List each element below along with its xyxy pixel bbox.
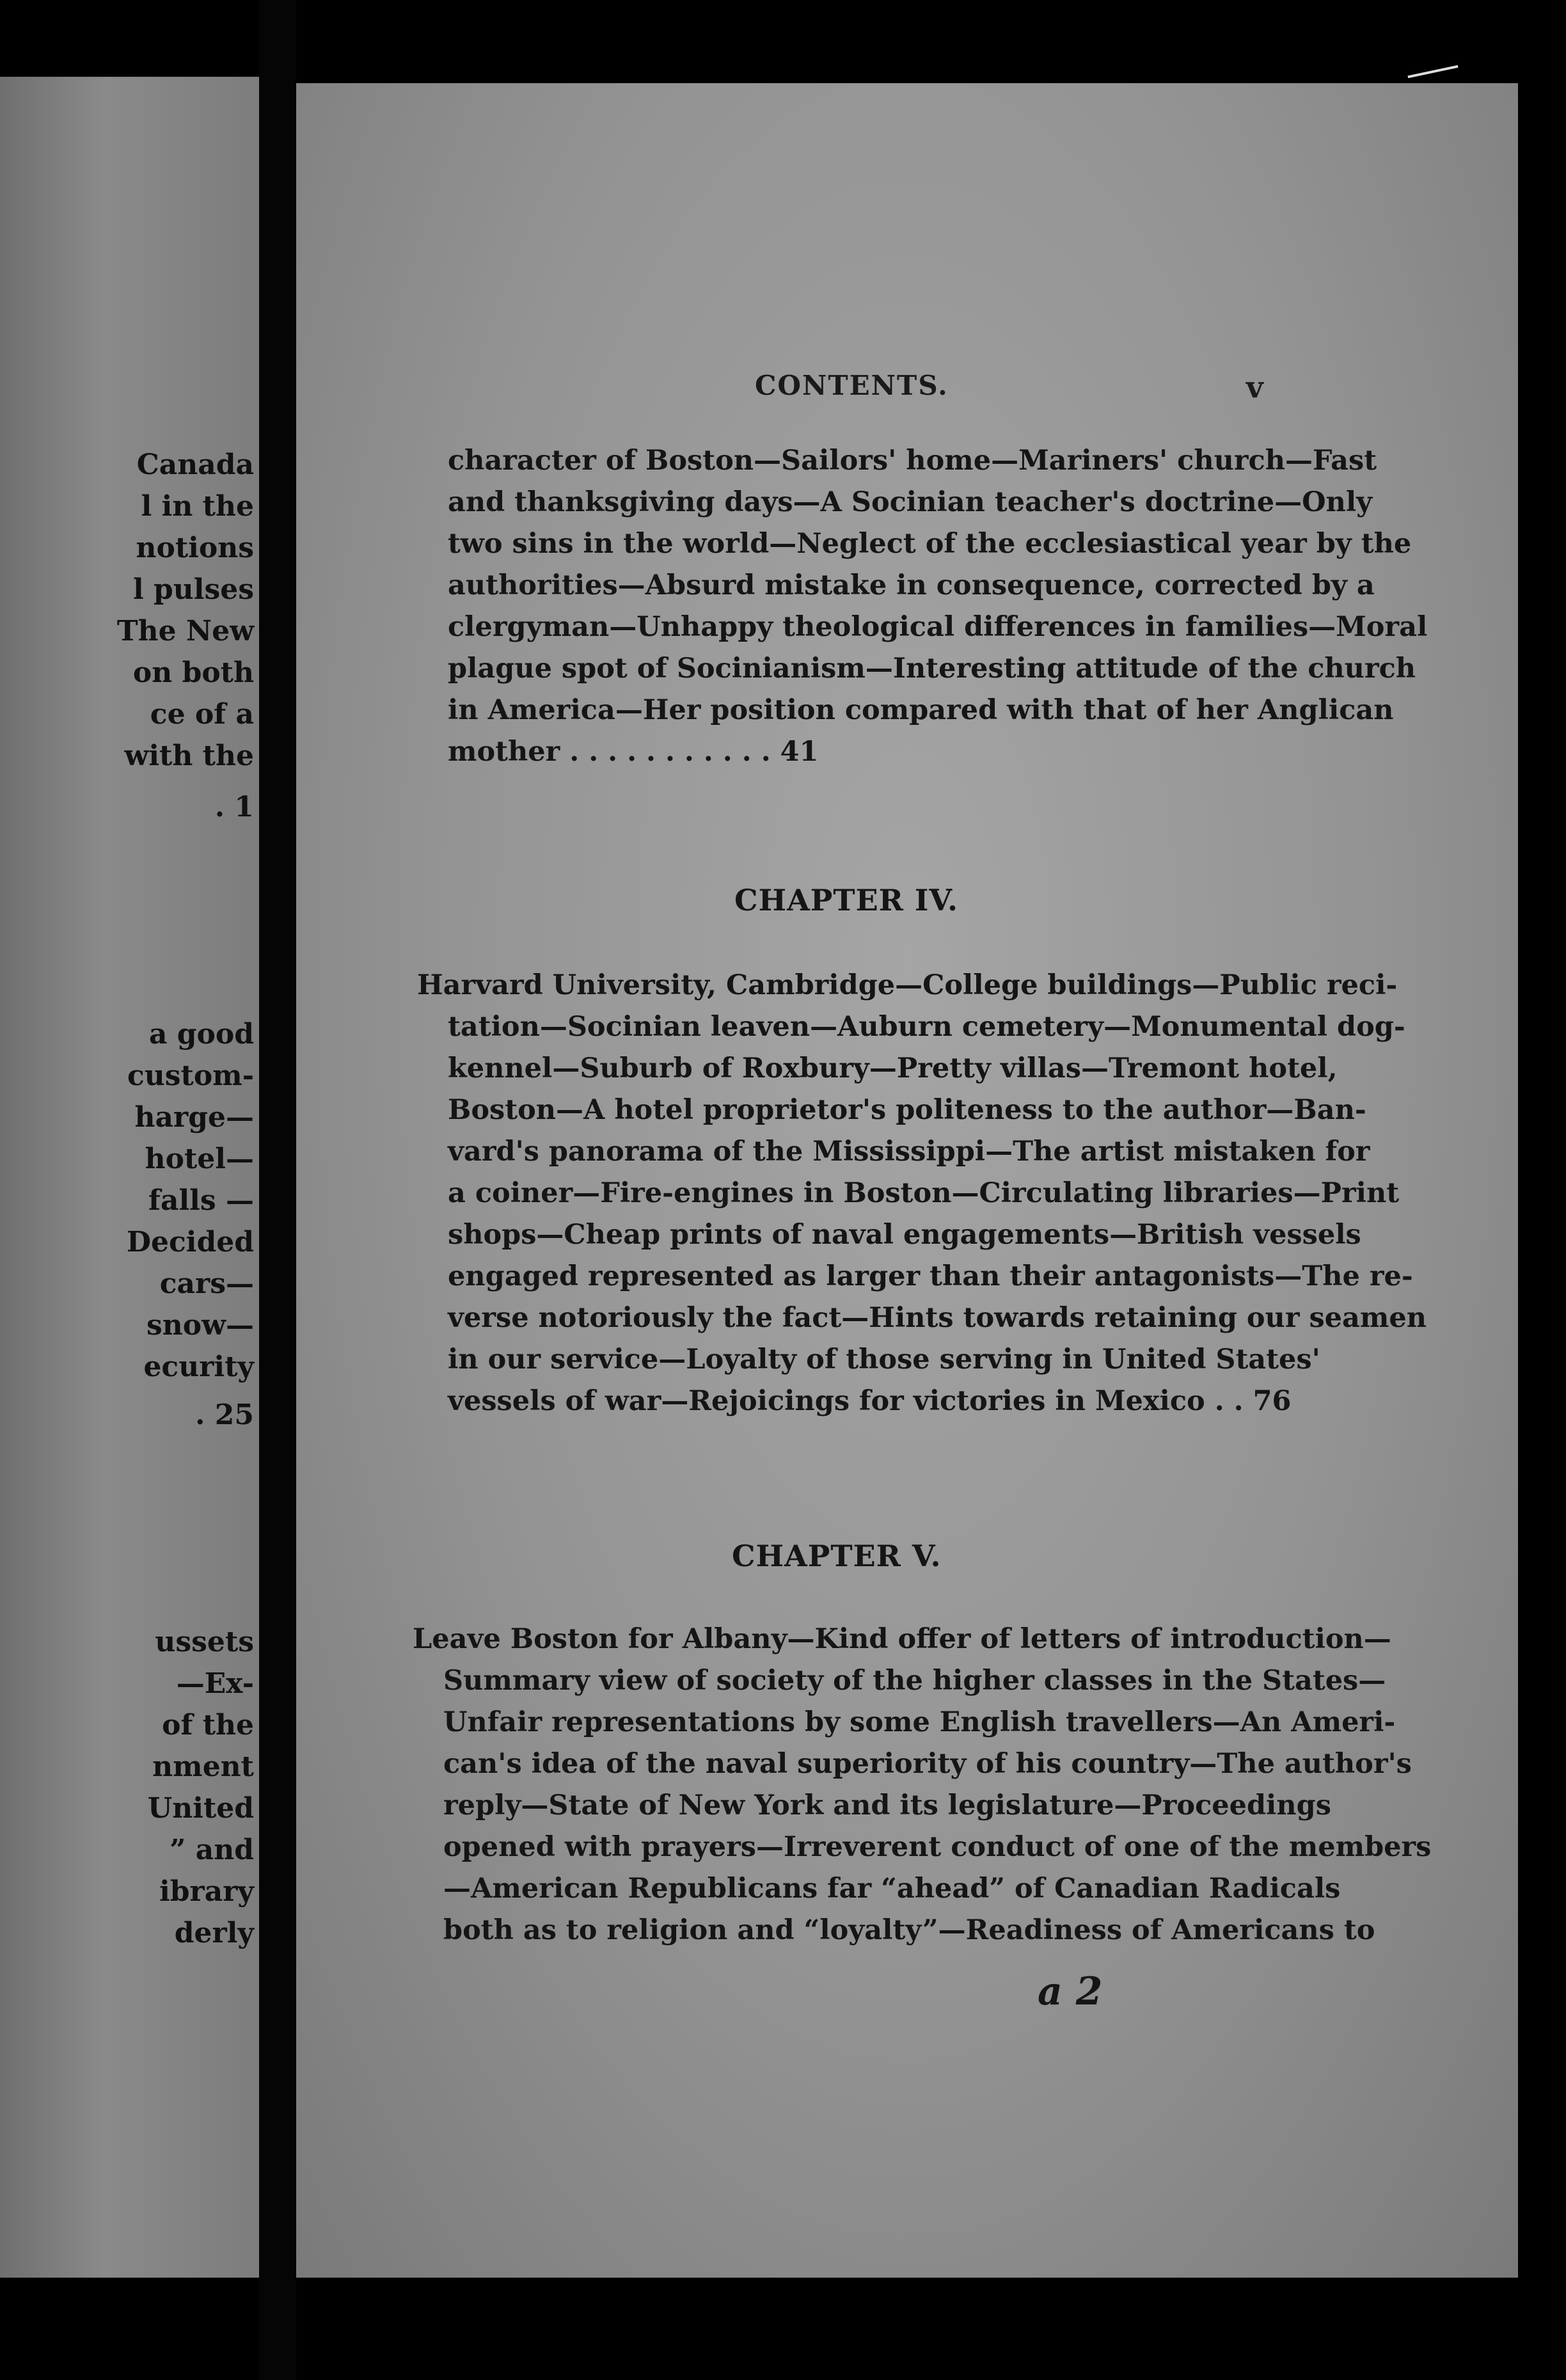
adjacent-page-line: nment xyxy=(152,1750,254,1783)
text-line: authorities—Absurd mistake in consequence, corrected by a xyxy=(448,569,1375,601)
text-line: character of Boston—Sailors' home—Mariners' church—Fast xyxy=(448,445,1377,477)
chapter-5-summary xyxy=(413,1619,1432,1951)
text-line: in America—Her position compared with that of her Anglican xyxy=(448,694,1394,726)
adjacent-page-line: ce of a xyxy=(150,698,254,731)
adjacent-page-line: United xyxy=(147,1792,254,1825)
text-line: plague spot of Socinianism—Interesting attitude of the church xyxy=(448,653,1416,685)
running-header-title: CONTENTS. xyxy=(755,370,949,401)
chapter-3-summary xyxy=(448,440,1428,773)
adjacent-page-line: . 25 xyxy=(195,1399,254,1431)
text-line: mother . . . . . . . . . . . 41 xyxy=(448,736,819,768)
adjacent-page-line: —Ex- xyxy=(176,1667,254,1700)
text-line: a coiner—Fire-engines in Boston—Circulating libraries—Print xyxy=(448,1177,1400,1209)
book-gutter xyxy=(259,0,296,2380)
adjacent-page-line: notions xyxy=(136,532,254,564)
adjacent-page-line: falls — xyxy=(148,1184,254,1217)
adjacent-page-line: ibrary xyxy=(159,1875,254,1908)
text-line: in our service—Loyalty of those serving in United States' xyxy=(448,1344,1320,1376)
text-line: kennel—Suburb of Roxbury—Pretty villas—Tremont hotel, xyxy=(448,1052,1338,1084)
signature-mark: a 2 xyxy=(1038,1969,1103,2014)
adjacent-page-line: Decided xyxy=(126,1226,254,1258)
text-line: —American Republicans far “ahead” of Canadian Radicals xyxy=(443,1873,1341,1905)
text-line: two sins in the world—Neglect of the ecclesiastical year by the xyxy=(448,528,1412,560)
adjacent-page-line: ecurity xyxy=(143,1351,254,1383)
text-line: tation—Socinian leaven—Auburn cemetery—Monumental dog- xyxy=(448,1011,1405,1043)
adjacent-page-line: a good xyxy=(148,1018,254,1051)
adjacent-page xyxy=(0,77,259,2278)
chapter-4-summary xyxy=(417,965,1427,1422)
adjacent-page-line: harge— xyxy=(134,1101,254,1134)
text-line: Boston—A hotel proprietor's politeness to the author—Ban- xyxy=(448,1094,1366,1126)
chapter-4-title: CHAPTER IV. xyxy=(734,883,959,917)
text-line: engaged represented as larger than their antagonists—The re- xyxy=(448,1260,1413,1292)
adjacent-page-line: l in the xyxy=(141,490,254,523)
text-line: can's idea of the naval superiority of his country—The author's xyxy=(443,1748,1412,1780)
text-line: vard's panorama of the Mississippi—The artist mistaken for xyxy=(448,1136,1370,1168)
adjacent-page-line: of the xyxy=(162,1709,254,1741)
text-line: verse notoriously the fact—Hints towards retaining our seamen xyxy=(448,1302,1427,1334)
text-line: clergyman—Unhappy theological differences in families—Moral xyxy=(448,611,1428,643)
adjacent-page-line: snow— xyxy=(146,1309,254,1342)
adjacent-page-line: l pulses xyxy=(132,573,254,606)
adjacent-page-line: Canada xyxy=(136,448,254,481)
text-line: Harvard University, Cambridge—College buildings—Public reci- xyxy=(417,969,1398,1001)
text-line: vessels of war—Rejoicings for victories in Mexico . . 76 xyxy=(448,1385,1292,1417)
page-number: v xyxy=(1246,370,1263,404)
chapter-5-title: CHAPTER V. xyxy=(732,1539,942,1573)
text-line: and thanksgiving days—A Socinian teacher's doctrine—Only xyxy=(448,486,1373,518)
text-line: opened with prayers—Irreverent conduct of one of the members xyxy=(443,1831,1432,1863)
adjacent-page-line: cars— xyxy=(159,1267,254,1300)
text-line: both as to religion and “loyalty”—Readiness of Americans to xyxy=(443,1914,1375,1946)
adjacent-page-line: derly xyxy=(174,1917,254,1949)
text-line: Leave Boston for Albany—Kind offer of letters of introduction— xyxy=(413,1623,1391,1655)
scratch-mark xyxy=(1407,65,1458,79)
adjacent-page-line: ” and xyxy=(170,1834,254,1866)
adjacent-page-line: custom- xyxy=(127,1059,254,1092)
text-line: Unfair representations by some English travellers—An Ameri- xyxy=(443,1706,1396,1738)
adjacent-page-line: with the xyxy=(124,740,254,772)
text-line: Summary view of society of the higher classes in the States— xyxy=(443,1665,1386,1697)
adjacent-page-line: The New xyxy=(116,615,254,647)
adjacent-page-line: . 1 xyxy=(214,791,254,823)
text-line: shops—Cheap prints of naval engagements—British vessels xyxy=(448,1219,1361,1251)
adjacent-page-line: ussets xyxy=(155,1626,254,1658)
text-line: reply—State of New York and its legislature—Proceedings xyxy=(443,1789,1331,1821)
adjacent-page-line: hotel— xyxy=(145,1143,254,1175)
adjacent-page-line: on both xyxy=(132,656,254,689)
